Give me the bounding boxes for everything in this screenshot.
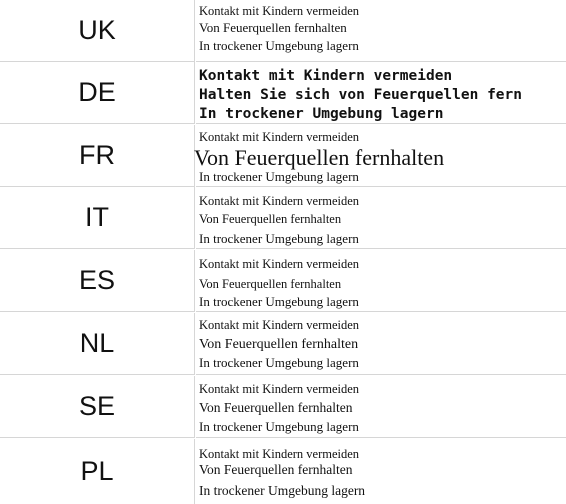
warning-line: Von Feuerquellen fernhalten bbox=[199, 337, 359, 352]
country-code-cell bbox=[0, 187, 195, 249]
country-code: FR bbox=[79, 140, 115, 170]
warning-text-cell bbox=[196, 125, 566, 187]
warning-text-cell bbox=[196, 187, 566, 249]
warning-line: In trockener Umgebung lagern bbox=[199, 231, 359, 246]
country-code-cell bbox=[0, 62, 195, 124]
table-row bbox=[0, 376, 566, 438]
warning-line: In trockener Umgebung lagern bbox=[199, 483, 366, 498]
country-code-cell bbox=[0, 376, 195, 438]
warning-line: Von Feuerquellen fernhalten bbox=[194, 145, 445, 170]
warning-line: Kontakt mit Kindern vermeiden bbox=[199, 130, 360, 144]
warning-text-cell bbox=[196, 439, 566, 504]
country-code: ES bbox=[78, 265, 116, 295]
country-code-cell bbox=[0, 0, 195, 62]
warning-line: Kontakt mit Kindern vermeiden bbox=[199, 382, 360, 396]
country-code: PL bbox=[80, 456, 114, 486]
country-code-cell bbox=[0, 125, 195, 187]
warning-line: In trockener Umgebung lagern bbox=[199, 38, 359, 53]
country-code-cell bbox=[0, 250, 195, 312]
table-row bbox=[0, 439, 566, 504]
country-code: DE bbox=[78, 77, 116, 107]
warning-line: In trockener Umgebung lagern bbox=[199, 419, 359, 434]
table-row bbox=[0, 313, 566, 375]
warning-line: Von Feuerquellen fernhalten bbox=[199, 462, 353, 477]
country-code: IT bbox=[85, 202, 109, 232]
warning-text-cell bbox=[196, 250, 566, 312]
table-row bbox=[0, 250, 566, 312]
warning-text-cell bbox=[196, 62, 566, 124]
warning-line: Von Feuerquellen fernhalten bbox=[199, 20, 347, 35]
warning-line: Kontakt mit Kindern vermeiden bbox=[199, 194, 360, 208]
table-row bbox=[0, 0, 566, 62]
warning-line: In trockener Umgebung lagern bbox=[199, 169, 359, 184]
warning-line: In trockener Umgebung lagern bbox=[199, 355, 359, 370]
warning-text-cell bbox=[196, 313, 566, 375]
warning-line: Kontakt mit Kindern vermeiden bbox=[199, 318, 360, 332]
country-code-cell bbox=[0, 439, 195, 504]
warning-line: Kontakt mit Kindern vermeiden bbox=[199, 4, 360, 18]
warning-line: Kontakt mit Kindern vermeiden bbox=[199, 257, 360, 271]
warning-line: In trockener Umgebung lagern bbox=[199, 106, 444, 122]
warning-line: Von Feuerquellen fernhalten bbox=[199, 400, 353, 415]
warning-line: Kontakt mit Kindern vermeiden bbox=[199, 447, 360, 461]
warning-line: Von Feuerquellen fernhalten bbox=[199, 212, 342, 226]
warning-line: Halten Sie sich von Feuerquellen fern bbox=[199, 87, 523, 103]
table-row bbox=[0, 125, 566, 187]
warning-text-cell bbox=[196, 0, 566, 62]
country-code: NL bbox=[79, 328, 115, 358]
country-code: SE bbox=[78, 391, 116, 421]
warning-line: Kontakt mit Kindern vermeiden bbox=[199, 68, 453, 84]
table-row bbox=[0, 187, 566, 249]
table-row bbox=[0, 62, 566, 124]
country-code-cell bbox=[0, 313, 195, 375]
warning-line: In trockener Umgebung lagern bbox=[199, 294, 359, 309]
country-code: UK bbox=[78, 15, 116, 45]
warning-text-cell bbox=[196, 376, 566, 438]
warning-line: Von Feuerquellen fernhalten bbox=[199, 277, 342, 291]
